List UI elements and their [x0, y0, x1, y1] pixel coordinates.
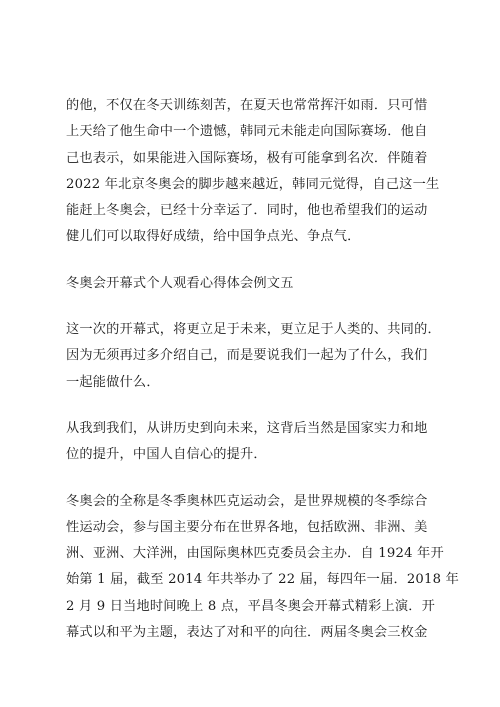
- text-line: 始第 1 届，截至 2014 年共举办了 22 届，每四年一届．2018 年: [66, 572, 459, 588]
- text-line: 2022 年北京冬奥会的脚步越来越近，韩同元觉得，自己这一生: [66, 176, 440, 192]
- text-line: 冬奥会的全称是冬季奥林匹克运动会，是世界规模的冬季综合: [66, 493, 428, 509]
- paragraph-3: [66, 416, 436, 469]
- section-heading: [66, 271, 436, 297]
- paragraph-gap: [66, 396, 436, 416]
- text-line: 性运动会，参与国主要分布在世界各地，包括欧洲、非洲、美: [66, 519, 428, 535]
- text-line: 位的提升，中国人自信心的提升．: [66, 447, 267, 463]
- text-line: 因为无须再过多介绍自己，而是要说我们一起为了什么，我们: [66, 348, 428, 364]
- text-line: 能赶上冬奥会，已经十分幸运了．同时，他也希望我们的运动: [66, 203, 428, 219]
- text-line: 2 月 9 日当地时间晚上 8 点，平昌冬奥会开幕式精彩上演．开: [66, 598, 436, 614]
- text-line: 的他，不仅在冬天训练刻苦，在夏天也常常挥汗如雨．只可惜: [66, 98, 428, 113]
- text-line: 上天给了他生命中一个遗憾，韩同元未能走向国际赛场．他自: [66, 124, 428, 140]
- text-line: 一起能做什么．: [66, 374, 160, 390]
- text-line: 幕式以和平为主题，表达了对和平的向往．两届冬奥会三枚金: [66, 625, 428, 641]
- document-page: [66, 93, 459, 646]
- text-line: 健儿们可以取得好成绩，给中国争点光、争点气．: [66, 229, 361, 245]
- text-line: 这一次的开幕式，将更立足于未来，更立足于人类的、共同的．: [66, 322, 441, 338]
- text-line: 洲、亚洲、大洋洲，由国际奥林匹克委员会主办．自 1924 年开: [66, 546, 444, 562]
- paragraph-gap: [66, 297, 436, 317]
- paragraph-gap: [66, 251, 436, 271]
- paragraph-4: [66, 489, 459, 647]
- text-line: 己也表示，如果能进入国际赛场，极有可能拿到名次．伴随着: [66, 150, 428, 166]
- paragraph-2: [66, 317, 441, 396]
- paragraph-gap: [66, 469, 436, 489]
- text-line: 从我到我们，从讲历史到向未来，这背后当然是国家实力和地: [66, 420, 428, 436]
- paragraph-1: [66, 93, 440, 251]
- heading-text: 冬奥会开幕式个人观看心得体会例文五: [66, 275, 294, 291]
